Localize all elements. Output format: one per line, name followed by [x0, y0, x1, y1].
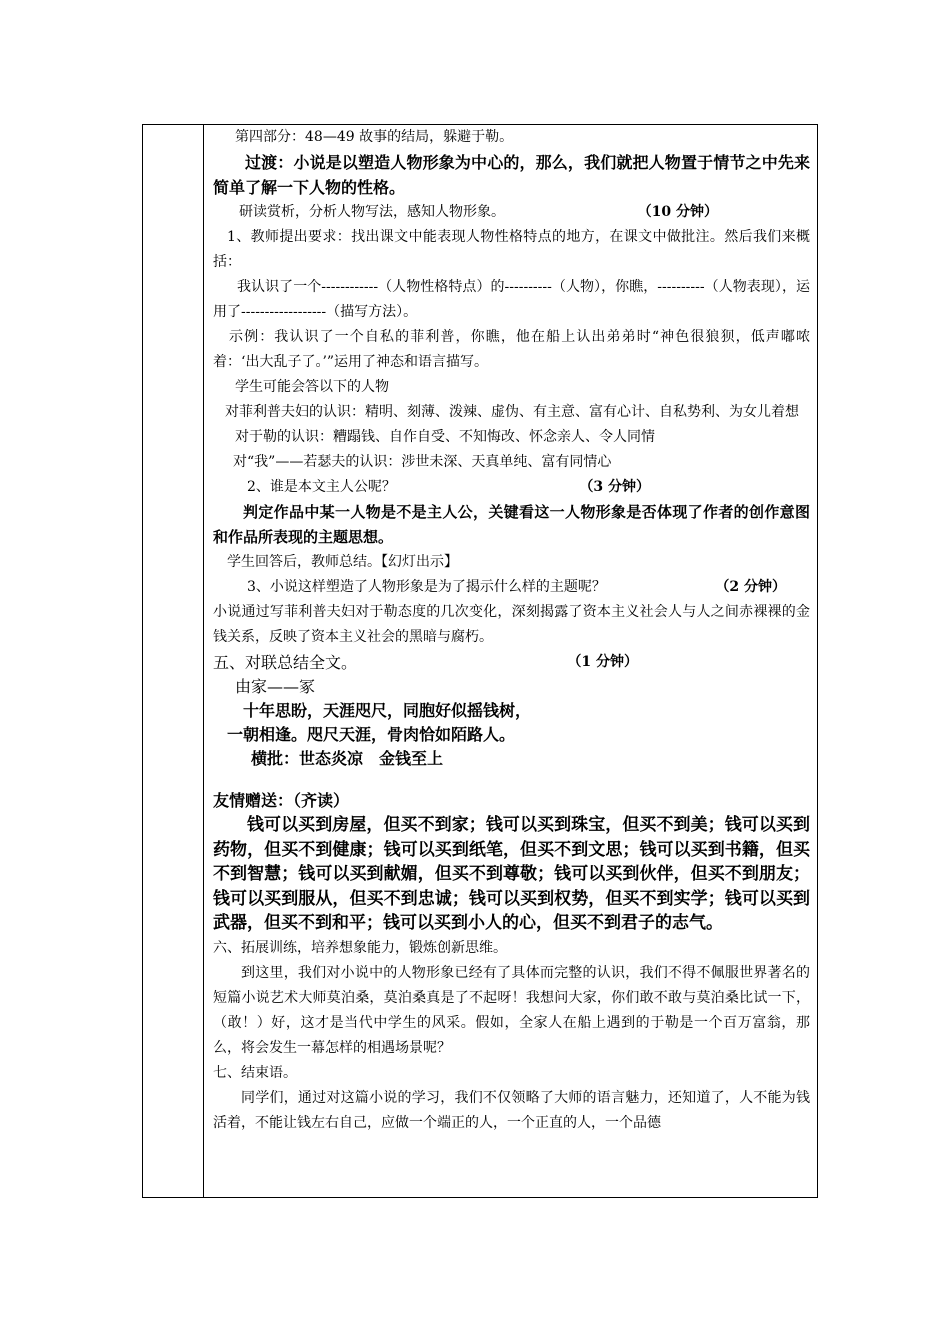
section-seven-heading: 七、结束语。: [213, 1064, 297, 1081]
couplet-line-two: 一朝相逢。咫尺天涯，骨肉恰如陌路人。: [227, 725, 516, 744]
jules-line: 对于勒的认识：糟蹋钱、自作自受、不知悔改、怀念亲人、令人同情: [235, 429, 655, 445]
question-two: 2、谁是本文主人公呢？: [247, 479, 396, 495]
couplet-line-one: 十年思盼，天涯咫尺，同胞好似摇钱树，: [243, 701, 532, 720]
couplet-title: 由家——冢: [235, 677, 316, 696]
theme-paragraph: 小说通过写菲利普夫妇对于勒态度的几次变化，深刻揭露了资本主义社会人与人之间赤裸裸的金钱关系，反映了资本主义社会的黑暗与腐朽。: [213, 604, 810, 645]
section-five-time: （1 分钟）: [567, 654, 638, 670]
question-three: 3、小说这样塑造了人物形象是为了揭示什么样的主题呢？: [247, 579, 606, 595]
summary-line: 学生回答后，教师总结。【幻灯出示】: [227, 554, 458, 570]
lesson-content-cell: [213, 124, 810, 1136]
question-two-time: （3 分钟）: [579, 479, 650, 495]
analysis-heading-row: [213, 200, 810, 225]
analysis-time: （10 分钟）: [637, 204, 718, 220]
gift-heading: 友情赠送：（齐读）: [213, 791, 350, 810]
philippe-couple-paragraph: 对菲利普夫妇的认识：精明、刻薄、泼辣、虚伪、有主意、富有心计、自私势利、为女儿着想: [225, 404, 799, 420]
task-one-paragraph: 1、教师提出要求：找出课文中能表现人物性格特点的地方，在课文中做批注。然后我们来概括：: [213, 229, 810, 270]
question-three-row: [213, 575, 810, 600]
analysis-heading: 研读赏析，分析人物写法，感知人物形象。: [239, 204, 505, 220]
transition-paragraph: 过渡：小说是以塑造人物形象为中心的，那么，我们就把人物置于情节之中先来简单了解一下人物的性格。: [213, 153, 810, 197]
spacer: [213, 771, 810, 789]
section-five-row: [213, 650, 810, 675]
table-column-divider: [203, 124, 204, 1198]
possible-answers-line: 学生可能会答以下的人物: [235, 379, 389, 395]
closing-paragraph: 同学们，通过对这篇小说的学习，我们不仅领略了大师的语言魅力，还知道了，人不能为钱活着，不能让钱左右自己，应做一个端正的人，一个正直的人，一个品德: [213, 1089, 810, 1131]
fill-template-paragraph: 我认识了一个------------（人物性格特点）的----------（人物），你瞧，----------（人物表现），运用了------------------（描写方法）。: [213, 279, 810, 320]
joseph-line: 对“我”——若瑟夫的认识：涉世未深、天真单纯、富有同情心: [233, 454, 612, 470]
question-two-row: [213, 475, 810, 500]
question-three-time: （2 分钟）: [715, 579, 786, 595]
example-paragraph: 示例：我认识了一个自私的菲利普，你瞧，他在船上认出弟弟时“神色很狼狈，低声嘟哝着：‘出大乱子了。’”运用了神态和语言描写。: [213, 329, 810, 370]
section-six-heading: 六、拓展训练，培养想象能力，锻炼创新思维。: [213, 939, 507, 956]
gift-paragraph: 钱可以买到房屋，但买不到家；钱可以买到珠宝，但买不到美；钱可以买到药物，但买不到健康；钱可以买到纸笔，但买不到文思；钱可以买到书籍，但买不到智慧；钱可以买到献媚，但买不到尊敬；钱可以买到伙伴，但买不到朋友；钱可以买到服从，但买不到忠诚；钱可以买到权势，但买不到实学；钱可以买到武器，但买不到和平；钱可以买到小人的心，但买不到君子的志气。: [213, 815, 810, 934]
protagonist-paragraph: 判定作品中某一人物是不是主人公，关键看这一人物形象是否体现了作者的创作意图和作品所表现的主题思想。: [213, 503, 810, 546]
extension-paragraph: 到这里，我们对小说中的人物形象已经有了具体而完整的认识，我们不得不佩服世界著名的短篇小说艺术大师莫泊桑，莫泊桑真是了不起呀！我想问大家，你们敢不敢与莫泊桑比试一下，（敢！）好，这才是当代中学生的风采。假如，全家人在船上遇到的于勒是一个百万富翁，那么，将会发生一幕怎样的相遇场景呢？: [213, 964, 810, 1056]
section-five-heading: 五、对联总结全文。: [213, 653, 358, 672]
couplet-banner: 横批：世态炎凉 金钱至上: [251, 749, 444, 768]
part-four-line: 第四部分：48—49 故事的结局，躲避于勒。: [235, 129, 514, 145]
